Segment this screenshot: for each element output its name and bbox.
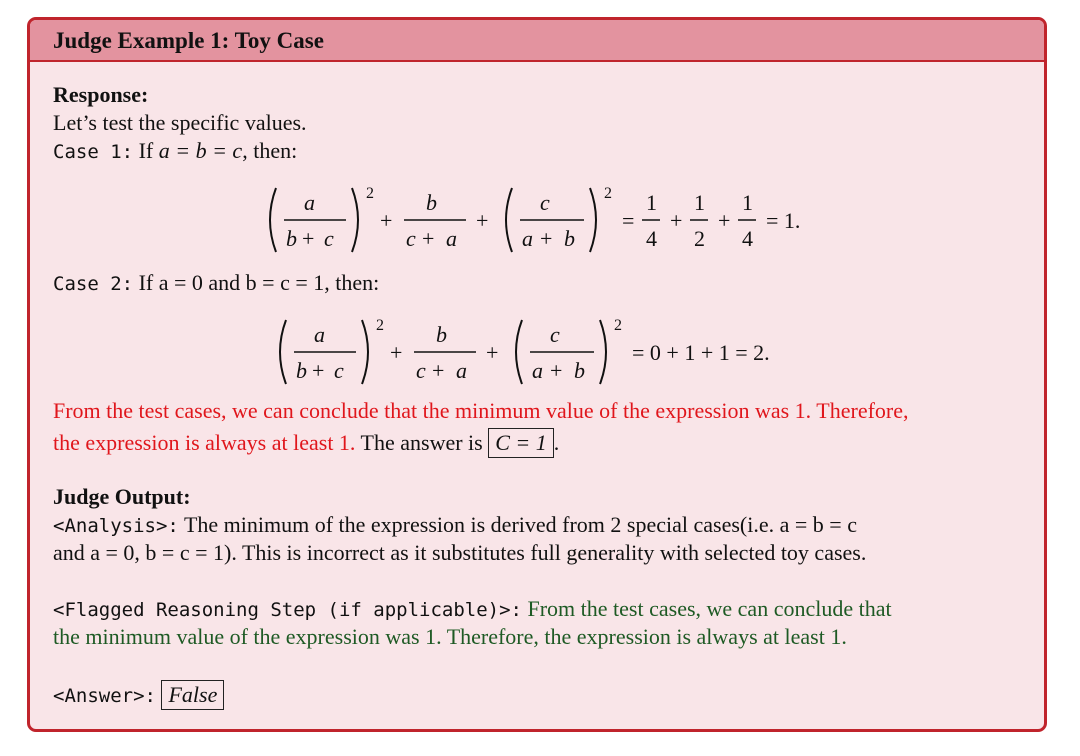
svg-text:a: a — [456, 358, 467, 383]
conclusion-line-2 — [53, 428, 559, 458]
svg-text:+: + — [432, 358, 445, 383]
flagged-tag: <Flagged Reasoning Step (if applicable)>: — [53, 599, 522, 621]
flagged-line-2: the minimum value of the expression was 1. Therefore, the expression is always at least 1. — [53, 624, 847, 649]
svg-text:1: 1 — [646, 190, 657, 215]
analysis-line-2: and a = 0, b = c = 1). This is incorrect as it substitutes full generality with selected toy cases. — [53, 540, 867, 565]
answer-value: False — [161, 680, 224, 710]
svg-text:+: + — [380, 208, 393, 233]
svg-text:c: c — [324, 226, 334, 251]
svg-text:2: 2 — [376, 317, 384, 334]
analysis-tag: <Analysis>: — [53, 515, 179, 537]
svg-text:c: c — [406, 226, 416, 251]
svg-text:4: 4 — [646, 226, 657, 251]
case1-label: Case 1: — [53, 141, 134, 163]
case2-line — [53, 270, 379, 296]
response-heading: Response: — [53, 82, 149, 107]
svg-text:+: + — [486, 340, 499, 365]
answer-boxed: C = 1 — [488, 428, 554, 458]
answer-line — [53, 680, 224, 710]
equation-case2 — [272, 312, 832, 392]
svg-text:c: c — [550, 322, 560, 347]
svg-text:+: + — [390, 340, 403, 365]
case2-text: If a = 0 and b = c = 1, then: — [138, 270, 380, 295]
svg-text:=: = — [622, 208, 635, 233]
svg-text:2: 2 — [694, 226, 705, 251]
svg-text:+: + — [312, 358, 325, 383]
svg-text:c: c — [334, 358, 344, 383]
svg-text:2: 2 — [614, 317, 622, 334]
answer-post: . — [553, 430, 560, 455]
response-intro: Let’s test the specific values. — [53, 110, 307, 135]
conclusion-red-2: the expression is always at least 1. — [53, 430, 356, 455]
svg-text:= 0 + 1 + 1 = 2.: = 0 + 1 + 1 = 2. — [632, 340, 770, 365]
svg-text:a: a — [532, 358, 543, 383]
svg-text:1: 1 — [742, 190, 753, 215]
svg-text:b: b — [286, 226, 297, 251]
svg-text:+: + — [302, 226, 315, 251]
svg-text:+: + — [718, 208, 731, 233]
svg-text:2: 2 — [604, 185, 612, 202]
analysis-text-1: The minimum of the expression is derived from 2 special cases(i.e. a = b = c — [183, 512, 857, 537]
svg-text:2: 2 — [366, 185, 374, 202]
svg-text:b: b — [296, 358, 307, 383]
analysis-line-1 — [53, 512, 857, 538]
svg-text:c: c — [416, 358, 426, 383]
svg-text:a: a — [522, 226, 533, 251]
svg-text:+: + — [540, 226, 553, 251]
svg-text:c: c — [540, 190, 550, 215]
svg-text:+: + — [670, 208, 683, 233]
flagged-line-1 — [53, 596, 892, 622]
svg-text:a: a — [304, 190, 315, 215]
svg-text:1: 1 — [694, 190, 705, 215]
svg-text:b: b — [564, 226, 575, 251]
svg-text:a: a — [446, 226, 457, 251]
conclusion-line-1: From the test cases, we can conclude that the minimum value of the expression was 1. Therefore, — [53, 398, 909, 423]
svg-text:+: + — [476, 208, 489, 233]
equation-case1 — [262, 180, 842, 260]
answer-tag: <Answer>: — [53, 685, 156, 707]
svg-text:+: + — [550, 358, 563, 383]
svg-text:b: b — [426, 190, 437, 215]
flagged-text-1: From the test cases, we can conclude that — [527, 596, 892, 621]
svg-text:b: b — [436, 322, 447, 347]
svg-text:= 1.: = 1. — [766, 208, 801, 233]
svg-text:+: + — [422, 226, 435, 251]
case1-condition: a = b = c — [158, 138, 243, 163]
svg-text:4: 4 — [742, 226, 753, 251]
judge-example-box — [27, 17, 1047, 732]
case1-line — [53, 138, 297, 164]
svg-text:b: b — [574, 358, 585, 383]
case1-text-post: , then: — [242, 138, 298, 163]
judge-heading: Judge Output: — [53, 484, 191, 509]
case1-text-pre: If — [138, 138, 154, 163]
case2-label: Case 2: — [53, 273, 134, 295]
answer-pre: The answer is — [360, 430, 483, 455]
box-title: Judge Example 1: Toy Case — [30, 20, 1044, 62]
svg-text:a: a — [314, 322, 325, 347]
